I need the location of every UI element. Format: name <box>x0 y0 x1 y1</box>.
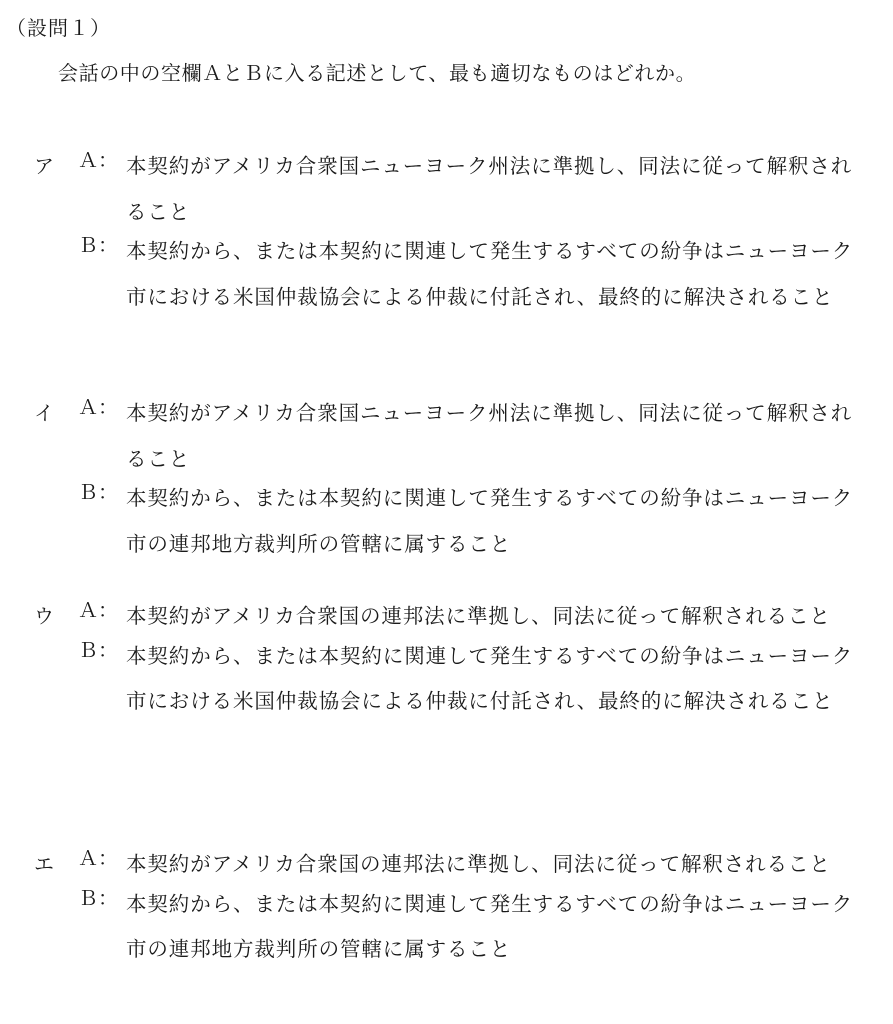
choice-label: ウ <box>34 604 54 628</box>
blank-b-label: Ｂ： <box>78 233 118 257</box>
choice-e <box>0 848 893 973</box>
blank-a-label: Ａ： <box>78 598 118 622</box>
blank-a-label: Ａ： <box>78 395 118 419</box>
choice-u <box>0 600 893 725</box>
choice-label: エ <box>34 852 54 876</box>
choice-i-blank-b <box>0 476 893 567</box>
blank-b-text: 本契約から、または本契約に関連して発生するすべての紛争はニューヨーク市における米国仲裁協会による仲裁に付託され、最終的に解決されること <box>126 239 854 309</box>
blank-a-text: 本契約がアメリカ合衆国ニューヨーク州法に準拠し、同法に従って解釈されること <box>126 154 853 224</box>
question-number: （設問１） <box>6 16 111 40</box>
blank-b-text: 本契約から、または本契約に関連して発生するすべての紛争はニューヨーク市の連邦地方裁判所の管轄に属すること <box>126 486 854 556</box>
blank-a-text: 本契約がアメリカ合衆国の連邦法に準拠し、同法に従って解釈されること <box>126 604 831 628</box>
blank-b-text: 本契約から、または本契約に関連して発生するすべての紛争はニューヨーク市の連邦地方裁判所の管轄に属すること <box>126 891 854 961</box>
blank-b-label: Ｂ： <box>78 480 118 504</box>
choice-i <box>0 397 893 567</box>
blank-b-label: Ｂ： <box>78 637 118 662</box>
blank-b-label: Ｂ： <box>78 885 118 910</box>
question-prompt: 会話の中の空欄ＡとＢに入る記述として、最も適切なものはどれか。 <box>58 61 697 85</box>
choice-a <box>0 150 893 320</box>
blank-a-label: Ａ： <box>78 846 118 870</box>
choice-a-blank-b <box>0 229 893 320</box>
choice-e-blank-b <box>0 882 893 973</box>
blank-a-label: Ａ： <box>78 148 118 172</box>
blank-a-text: 本契約がアメリカ合衆国ニューヨーク州法に準拠し、同法に従って解釈されること <box>126 401 853 471</box>
choice-label: ア <box>34 154 54 178</box>
choice-i-blank-a <box>0 391 893 482</box>
blank-b-text: 本契約から、または本契約に関連して発生するすべての紛争はニューヨーク市における米国仲裁協会による仲裁に付託され、最終的に解決されること <box>126 643 854 713</box>
blank-a-text: 本契約がアメリカ合衆国の連邦法に準拠し、同法に従って解釈されること <box>126 852 831 876</box>
choice-u-blank-b <box>0 634 893 725</box>
choice-label: イ <box>34 401 54 425</box>
choice-a-blank-a <box>0 144 893 235</box>
